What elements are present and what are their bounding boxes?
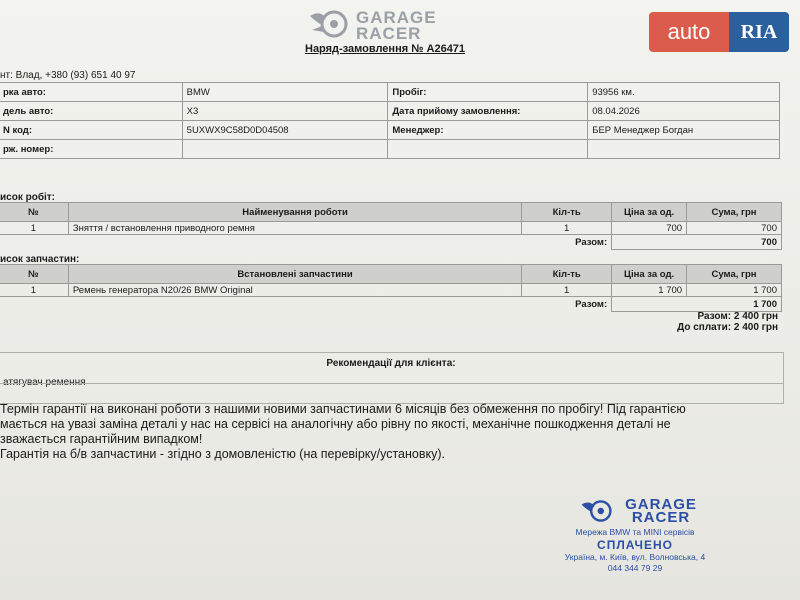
info-label: Дата прийому замовлення: (388, 102, 588, 121)
parts-total-label: Разом: (575, 298, 608, 310)
recommendations-box (0, 352, 784, 404)
col-header-sum: Сума, грн (687, 265, 782, 284)
stamp-turbo-icon (573, 495, 619, 527)
col-header-qty: Кіл-ть (522, 203, 612, 222)
info-value: BMW (182, 83, 388, 102)
works-header-row (0, 203, 782, 222)
work-qty: 1 (522, 222, 612, 235)
logo-text-racer: RACER (356, 24, 422, 43)
info-value (588, 140, 780, 159)
amount-due: До сплати: 2 400 грн (677, 322, 778, 333)
part-qty: 1 (522, 284, 612, 297)
works-total-label: Разом: (575, 236, 608, 248)
parts-table (0, 264, 782, 312)
table-row (0, 284, 782, 297)
info-label: Менеджер: (388, 121, 588, 140)
recommendations-text: атягувач ремення (3, 377, 86, 388)
warranty-text (0, 402, 790, 462)
autoria-watermark (649, 12, 789, 52)
logo-text-garage: GARAGE (356, 8, 437, 27)
info-row (0, 102, 780, 121)
table-row (0, 222, 782, 235)
info-value: 5UXWX9C58D0D04508 (182, 121, 388, 140)
parts-header-row (0, 265, 782, 284)
info-row (0, 121, 780, 140)
col-header-price: Ціна за од. (612, 203, 687, 222)
warranty-line: зважається гарантійним випадком! (0, 432, 203, 446)
turbo-logo-icon (306, 6, 350, 46)
watermark-ria: RIA (729, 12, 789, 52)
warranty-line: Гарантія на б/в запчастини - згідно з домовленістю (на перевірку/установку). (0, 447, 446, 461)
col-header-price: Ціна за од. (612, 265, 687, 284)
stamp-phone: 044 344 79 29 (607, 563, 663, 573)
info-value: X3 (182, 102, 388, 121)
part-name: Ремень генератора N20/26 BMW Original (68, 284, 521, 297)
grand-total: Разом: 2 400 грн (697, 311, 778, 322)
client-line: нт: Влад, +380 (93) 651 40 97 (0, 70, 136, 81)
work-price: 700 (612, 222, 687, 235)
parts-section-label: исок запчастин: (0, 254, 80, 265)
stamp-paid: СПЛАЧЕНО (597, 538, 673, 552)
info-value (182, 140, 388, 159)
part-price: 1 700 (612, 284, 687, 297)
stamp-name-garage: GARAGE (625, 496, 697, 513)
works-total-row (0, 235, 782, 250)
work-sum: 700 (687, 222, 782, 235)
col-header-name: Найменування роботи (68, 203, 521, 222)
info-label: рка авто: (0, 83, 182, 102)
info-label (388, 140, 588, 159)
parts-total-row (0, 297, 782, 312)
work-number: 1 (0, 222, 68, 235)
doc-title: Наряд-замовлення № А26471 (305, 43, 466, 55)
info-value: БЕР Менеджер Богдан (588, 121, 780, 140)
works-table (0, 202, 782, 250)
info-label: дель авто: (0, 102, 182, 121)
info-label: рж. номер: (0, 140, 182, 159)
works-section-label: исок робіт: (0, 192, 55, 203)
info-row (0, 83, 780, 102)
recommendations-title: Рекомендації для клієнта: (326, 358, 456, 369)
garage-racer-logo (306, 6, 437, 46)
info-value: 08.04.2026 (588, 102, 780, 121)
info-value: 93956 км. (588, 83, 780, 102)
col-header-name: Встановлені запчастини (68, 265, 521, 284)
warranty-line: Термін гарантії на виконані роботи з нашими новими запчастинами 6 місяців без обмеження по пробігу! Під гарантією (0, 402, 686, 416)
col-header-qty: Кіл-ть (522, 265, 612, 284)
works-total-value: 700 (612, 235, 782, 250)
info-label: N код: (0, 121, 182, 140)
info-row (0, 140, 780, 159)
watermark-auto: auto (649, 12, 729, 52)
warranty-line: мається на увазі заміна деталі у нас на сервісі на аналогічну або рівну по якості, механічне пошкодження деталі не (0, 417, 671, 431)
info-label: Пробіг: (388, 83, 588, 102)
work-name: Зняття / встановлення приводного ремня (68, 222, 521, 235)
paid-stamp (540, 495, 730, 574)
stamp-name-racer: RACER (631, 509, 691, 526)
col-header-number: № (0, 203, 68, 222)
parts-total-value: 1 700 (612, 297, 782, 312)
vehicle-info-table (0, 82, 780, 159)
stamp-logo (540, 495, 730, 527)
part-sum: 1 700 (687, 284, 782, 297)
col-header-number: № (0, 265, 68, 284)
part-number: 1 (0, 284, 68, 297)
stamp-address: Україна, м. Київ, вул. Волновська, 4 (564, 552, 706, 562)
col-header-sum: Сума, грн (687, 203, 782, 222)
stamp-network: Мережа BMW та MINI сервісів (575, 527, 695, 537)
